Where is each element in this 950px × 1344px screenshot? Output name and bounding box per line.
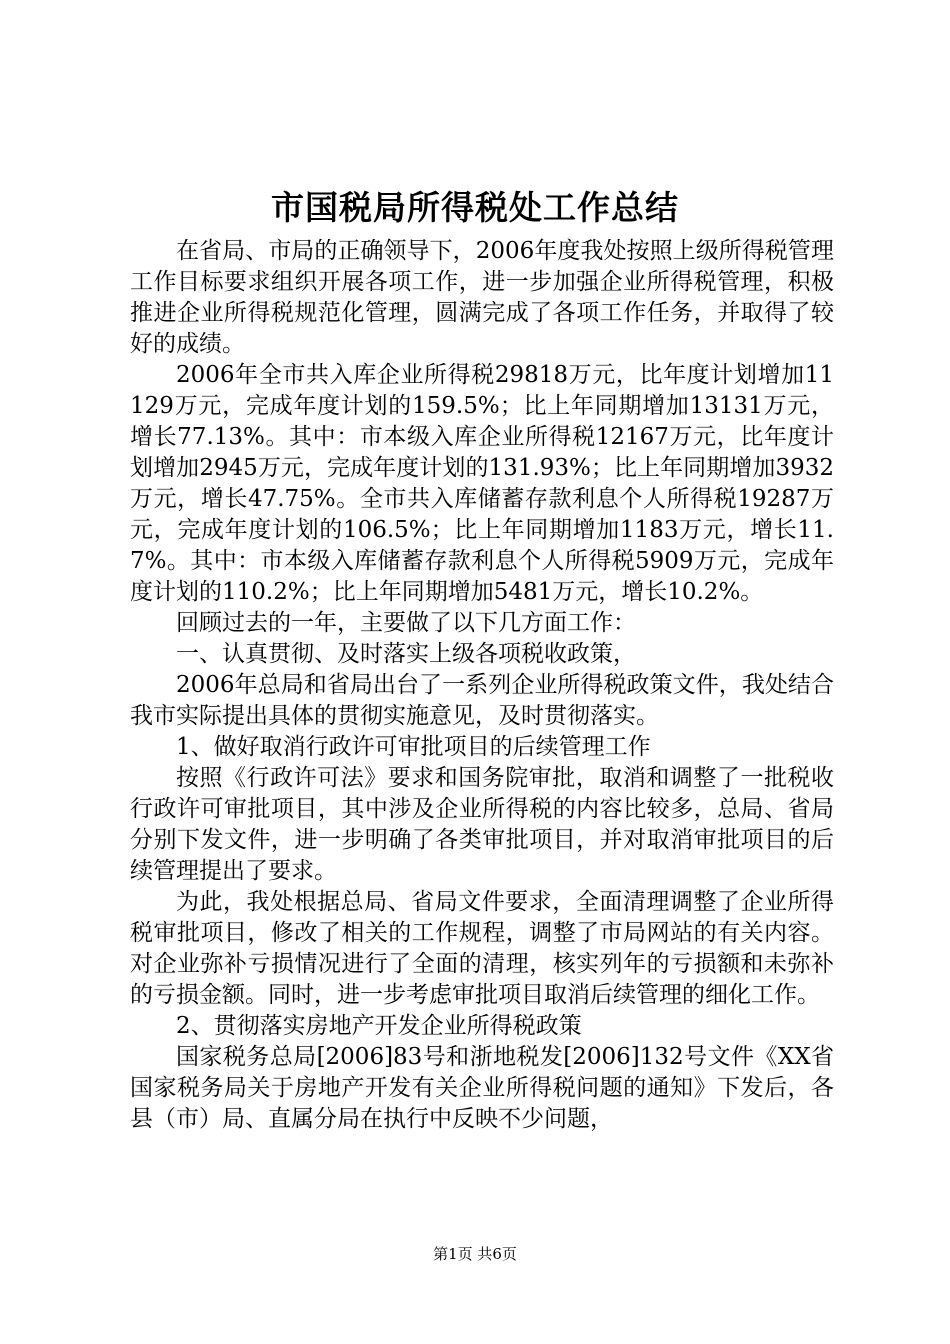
paragraph-licensing: 按照《行政许可法》要求和国务院审批，取消和调整了一批税收行政许可审批项目，其中涉及企业所得税的内容比较多，总局、省局分别下发文件，进一步明确了各类审批项目，并对取消审批项目的后续管理提出了要求。 — [130, 765, 834, 884]
paragraph-policy: 2006年总局和省局出台了一系列企业所得税政策文件，我处结合我市实际提出具体的贯彻实施意见，及时贯彻落实。 — [130, 672, 834, 729]
paragraph-real-estate: 国家税务总局[2006]83号和浙地税发[2006]132号文件《XX省国家税务局关于房地产开发有关企业所得税问题的通知》下发后，各县（市）局、直属分局在执行中反映不少问题， — [130, 1044, 834, 1132]
subsection-heading-2: 2、贯彻落实房地产开发企业所得税政策 — [176, 1013, 582, 1039]
section-heading-1: 一、认真贯彻、及时落实上级各项税收政策， — [176, 641, 636, 667]
page-footer: 第1页 共6页 — [433, 1245, 517, 1263]
document-title: 市国税局所得税处工作总结 — [271, 188, 679, 227]
paragraph-review: 回顾过去的一年，主要做了以下几方面工作： — [176, 610, 636, 636]
paragraph-statistics: 2006年全市共入库企业所得税29818万元，比年度计划增加11129万元，完成年度计划的159.5%；比上年同期增加13131万元，增长77.13%。其中：市本级入库企业所得税12167万元，比年度计划增加2945万元，完成年度计划的131.93%；比上年同期增加3932万元，增长47.75%。全市共入库储蓄存款利息个人所得税19287万元，完成年度计划的106.5%；比上年同期增加1183万元，增长11.7%。其中：市本级入库储蓄存款利息个人所得税5909万元，完成年度计划的110.2%；比上年同期增加5481万元，增长10.2%。 — [130, 362, 834, 605]
paragraph-cleanup: 为此，我处根据总局、省局文件要求，全面清理调整了企业所得税审批项目，修改了相关的工作规程，调整了市局网站的有关内容。对企业弥补亏损情况进行了全面的清理，核实列年的亏损额和未弥补的亏损金额。同时，进一步考虑审批项目取消后续管理的细化工作。 — [130, 889, 834, 1008]
paragraph-intro: 在省局、市局的正确领导下，2006年度我处按照上级所得税管理工作目标要求组织开展各项工作，进一步加强企业所得税管理，积极推进企业所得税规范化管理，圆满完成了各项工作任务，并取得了较好的成绩。 — [130, 238, 834, 357]
document-body — [130, 236, 834, 1135]
subsection-heading-1: 1、做好取消行政许可审批项目的后续管理工作 — [176, 734, 651, 760]
